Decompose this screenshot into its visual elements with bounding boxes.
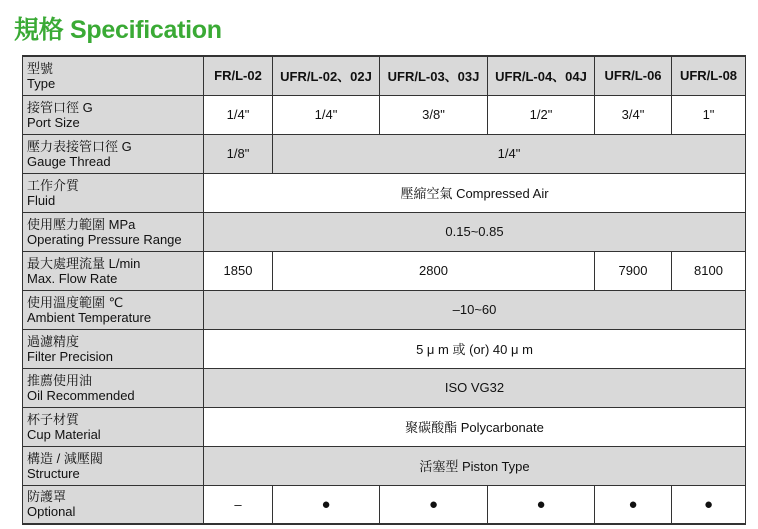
table-cell: 3/4" [595, 95, 672, 134]
table-cell: –10~60 [204, 290, 746, 329]
row-label-structure: 構造 / 減壓閥 Structure [23, 446, 204, 485]
column-header: UFR/L-06 [595, 56, 672, 95]
table-cell: 活塞型 Piston Type [204, 446, 746, 485]
row-label-gauge-thread: 壓力表接管口徑 G Gauge Thread [23, 134, 204, 173]
table-cell: 壓縮空氣 Compressed Air [204, 173, 746, 212]
table-row-type [23, 56, 746, 95]
table-cell: 3/8" [380, 95, 488, 134]
row-label-fluid: 工作介質 Fluid [23, 173, 204, 212]
row-label-type: 型號 Type [23, 56, 204, 95]
table-cell: 1" [672, 95, 746, 134]
table-cell: – [204, 485, 273, 524]
table-cell: 1850 [204, 251, 273, 290]
table-cell: 1/4" [273, 134, 746, 173]
row-label-pressure: 使用壓力範圍 MPa Operating Pressure Range [23, 212, 204, 251]
row-label-port-size: 接管口徑 G Port Size [23, 95, 204, 134]
filled-dot-icon: ● [595, 485, 672, 524]
row-label-filter-precision: 過濾精度 Filter Precision [23, 329, 204, 368]
table-cell: 7900 [595, 251, 672, 290]
table-cell: 1/4" [273, 95, 380, 134]
table-row-cup-material [23, 407, 746, 446]
table-row-oil [23, 368, 746, 407]
column-header: FR/L-02 [204, 56, 273, 95]
row-label-flow-rate: 最大處理流量 L/min Max. Flow Rate [23, 251, 204, 290]
column-header: UFR/L-03、03J [380, 56, 488, 95]
filled-dot-icon: ● [380, 485, 488, 524]
table-cell: 2800 [273, 251, 595, 290]
table-cell: 聚碳酸酯 Polycarbonate [204, 407, 746, 446]
specification-table [22, 55, 746, 525]
column-header: UFR/L-04、04J [488, 56, 595, 95]
row-label-oil: 推薦使用油 Oil Recommended [23, 368, 204, 407]
filled-dot-icon: ● [488, 485, 595, 524]
row-label-cup-material: 杯子材質 Cup Material [23, 407, 204, 446]
table-row-temperature [23, 290, 746, 329]
filled-dot-icon: ● [273, 485, 380, 524]
table-cell: 1/8" [204, 134, 273, 173]
table-row-port-size [23, 95, 746, 134]
table-cell: 1/4" [204, 95, 273, 134]
table-row-filter-precision [23, 329, 746, 368]
column-header: UFR/L-02、02J [273, 56, 380, 95]
table-cell: 1/2" [488, 95, 595, 134]
table-cell: 8100 [672, 251, 746, 290]
table-cell: ISO VG32 [204, 368, 746, 407]
table-cell: 0.15~0.85 [204, 212, 746, 251]
table-row-flow-rate [23, 251, 746, 290]
row-label-temperature: 使用溫度範圍 ℃ Ambient Temperature [23, 290, 204, 329]
table-row-structure [23, 446, 746, 485]
table-row-optional [23, 485, 746, 524]
table-row-fluid [23, 173, 746, 212]
page-title: 規格 Specification [14, 16, 222, 44]
table-cell: 5 μ m 或 (or) 40 μ m [204, 329, 746, 368]
column-header: UFR/L-08 [672, 56, 746, 95]
filled-dot-icon: ● [672, 485, 746, 524]
row-label-optional: 防護罩 Optional [23, 485, 204, 524]
table-row-pressure [23, 212, 746, 251]
table-row-gauge-thread [23, 134, 746, 173]
